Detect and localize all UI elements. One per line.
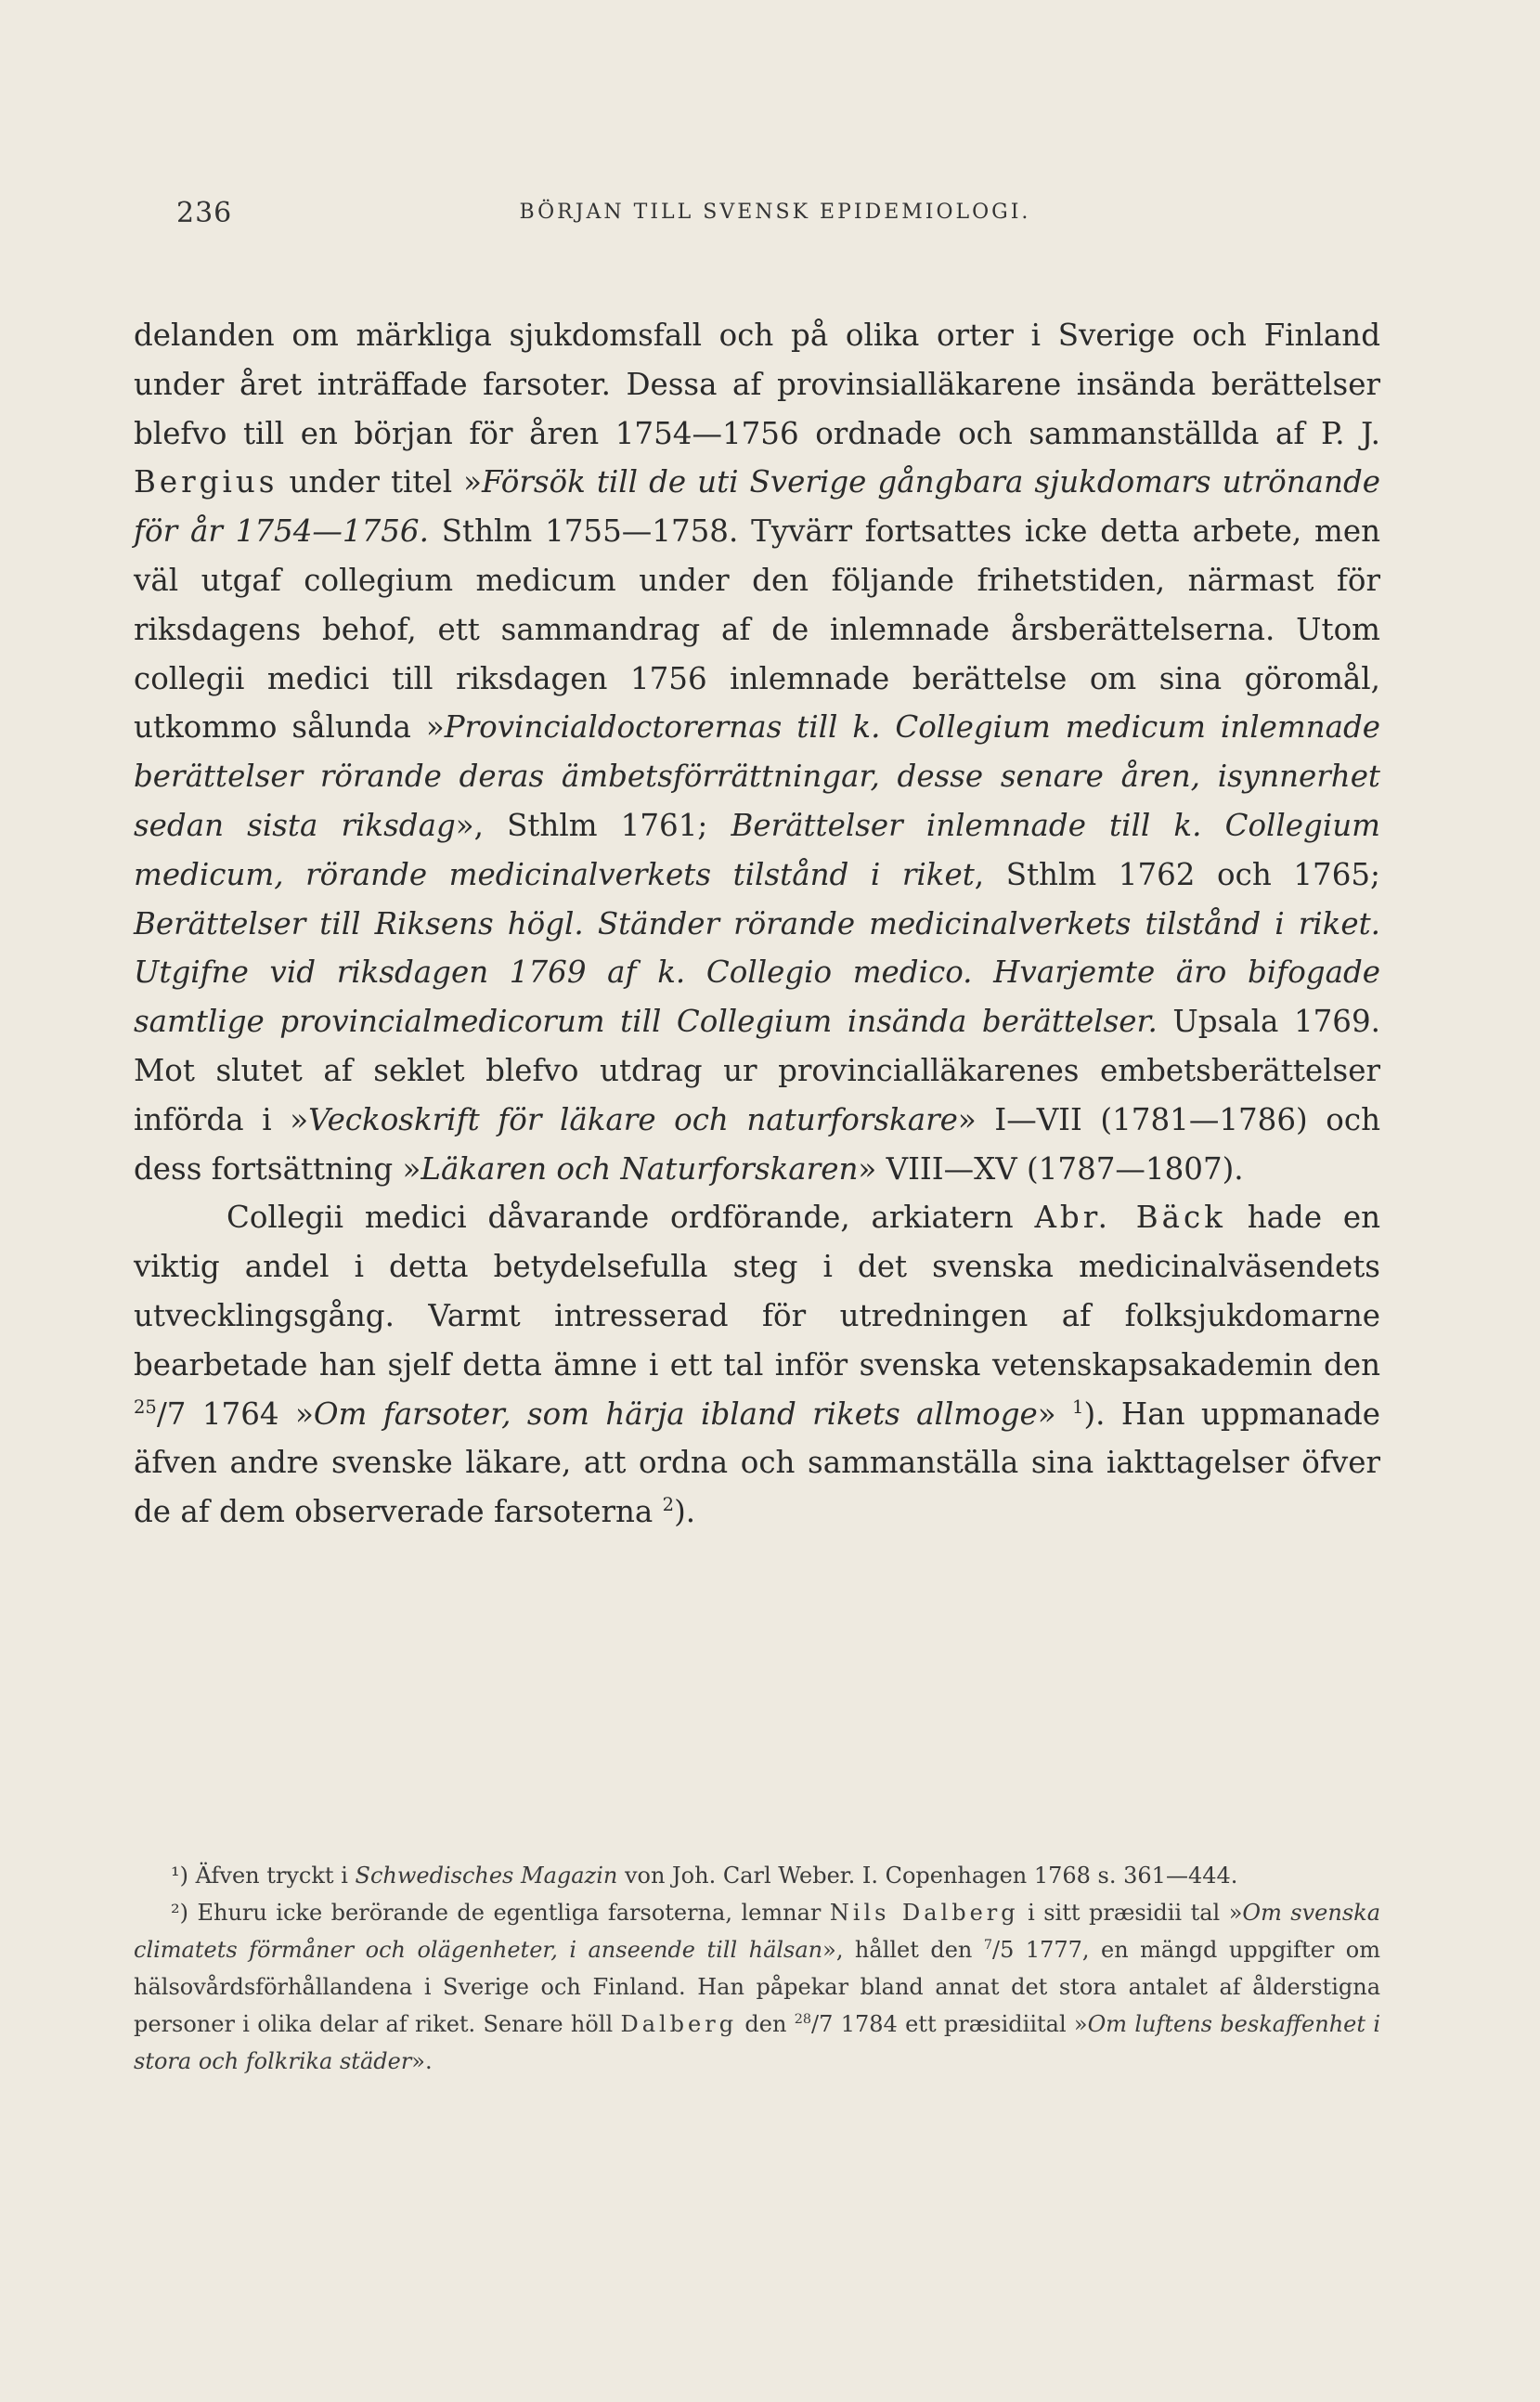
author-name: Bergius — [134, 464, 278, 500]
lecture-title: Om farsoter, som härja ibland rikets allmoge — [313, 1396, 1038, 1432]
journal-title: Veckoskrift för läkare och naturforskare — [308, 1101, 958, 1137]
book-title: Försök till de uti Sverige gångbara sjukdomars utrönande för år 1754—1756. — [134, 464, 1380, 550]
date-month: /7 — [156, 1396, 187, 1432]
paragraph-2: Collegii medici dåvarande ordförande, arkiatern Abr. Bäck hade en viktig andel i detta betydelsefulla steg i det svenska medicinalväsendets utvecklingsgång. Varmt intresserad för utredningen af folksjukdomarne bearbetade han sjelf detta ämne i ett tal inför svenska vetenskapsakademin den $^{25}$/7 1764 »Om farsoter, som härja ibland rikets allmoge» $^1$). Han uppmanade äfven andre svenske läkare, att ordna och sammanställa sina iakttagelser öfver de af dem observerade farsoterna $^2$). — [134, 1200, 1381, 1530]
running-title: BÖRJAN TILL SVENSK EPIDEMIOLOGI. — [519, 201, 1031, 224]
book-title: Provincialdoctorernas till k. Collegium medicum inlemnade berättelser rörande deras ämbetsförrättningar, desse senare åren, isynnerhet sedan sista riksdag — [134, 709, 1380, 843]
book-title: Berättelser inlemnade till k. Collegium medicum, rörande medicinalverkets tilstånd i riket — [134, 807, 1380, 892]
footnote-ref-2: 2 — [662, 1494, 675, 1516]
footnote-2: ²) Ehuru icke berörande de egentliga farsoterna, lemnar Nils Dalberg i sitt præsidii tal »Om svenska climatets förmåner och olägenheter, i anseende till hälsan», hållet den $^7$/5 1777, en mängd uppgifter om hälsovårdsförhållandena i Sverige och Finland. Han påpekar bland annat det stora antalet af ålderstigna personer i olika delar af riket. Senare höll Dalberg den $^{28}$/7 1784 ett præsidiital »Om luftens beskaffenhet i stora och folkrika städer». — [134, 1900, 1381, 2074]
footnote-1: ¹) Äfven tryckt i Schwedisches Magazin von Joh. Carl Weber. I. Copenhagen 1768 s. 361—444. — [171, 1863, 1238, 1889]
person-name: Abr. Bäck — [1034, 1200, 1226, 1236]
date-day: 25 — [134, 1396, 157, 1418]
journal-title: Läkaren och Naturforskaren — [421, 1150, 859, 1187]
footnotes — [134, 1857, 1380, 2080]
footnote-ref-1: 1 — [1072, 1396, 1084, 1418]
page-header — [176, 197, 1374, 243]
page-number: 236 — [176, 197, 233, 229]
main-text — [134, 311, 1380, 1537]
paragraph-1: delanden om märkliga sjukdomsfall och på olika orter i Sverige och Finland under året inträffade farsoter. Dessa af provinsialläkarene insända berättelser blefvo till en början för åren 1754—1756 ordnade och sammanställda af P. J. Bergius under titel »Försök till de uti Sverige gångbara sjukdomars utrönande för år 1754—1756. Sthlm 1755—1758. Tyvärr fortsattes icke detta arbete, men väl utgaf collegium medicum under den följande frihetstiden, närmast för riksdagens behof, ett sammandrag af de inlemnade årsberättelserna. Utom collegii medici till riksdagen 1756 inlemnade berättelse om sina göromål, utkommo sålunda »Provincialdoctorernas till k. Collegium medicum inlemnade berättelser rörande deras ämbetsförrättningar, desse senare åren, isynnerhet sedan sista riksdag», Sthlm 1761; Berättelser inlemnade till k. Collegium medicum, rörande medicinalverkets tilstånd i riket, Sthlm 1762 och 1765; Berättelser till Riksens högl. Ständer rörande medicinalverkets tilstånd i riket. Utgifne vid riksdagen 1769 af k. Collegio medico. Hvarjemte äro bifogade samtlige provincialmedicorum till Collegium insända berättelser. Upsala 1769. Mot slutet af seklet blefvo utdrag ur provincialläkarenes embetsberättelser införda i »Veckoskrift för läkare och naturforskare» I—VII (1781—1786) och dess fortsättning »Läkaren och Naturforskaren» VIII—XV (1787—1807). — [134, 318, 1380, 1187]
book-title: Berättelser till Riksens högl. Ständer rörande medicinalverkets tilstånd i riket. Utgifne vid riksdagen 1769 af k. Collegio medico. Hvarjemte äro bifogade samtlige provincialmedicorum till Collegium insända berättelser. — [134, 905, 1380, 1040]
